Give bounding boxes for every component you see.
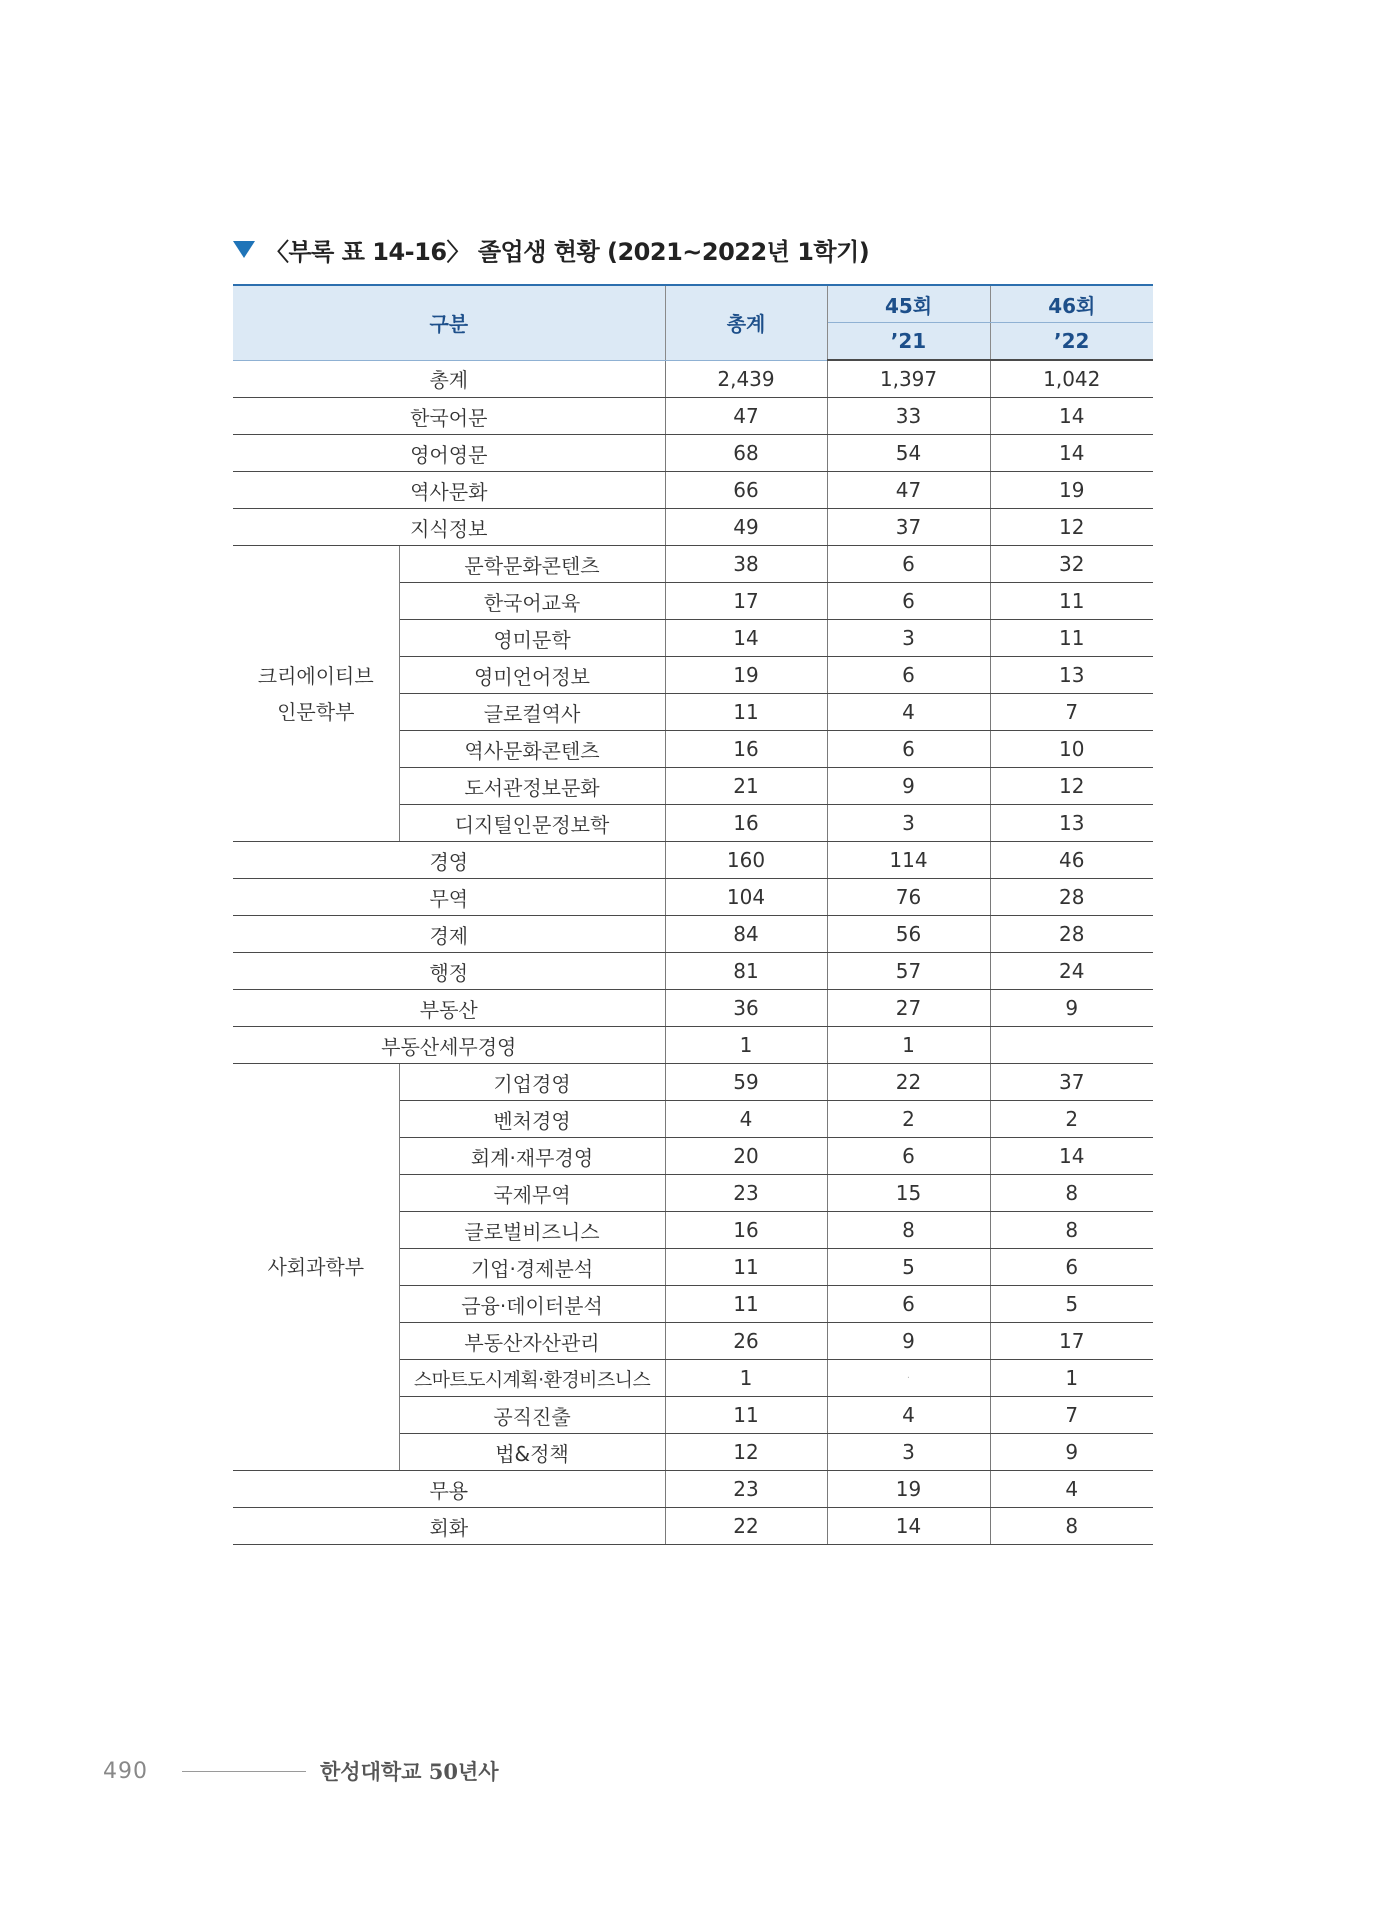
header-total: 총계: [665, 285, 827, 360]
cell-2021: 6: [827, 546, 990, 583]
cell-total: 36: [665, 990, 827, 1027]
header-session-45: 45회: [827, 285, 990, 323]
cell-total: 11: [665, 1286, 827, 1323]
table-row: [233, 879, 1153, 916]
cell-total: 11: [665, 1397, 827, 1434]
cell-2022: 13: [990, 805, 1153, 842]
cell-total: 81: [665, 953, 827, 990]
cell-total: 68: [665, 435, 827, 472]
cell-2022: 8: [990, 1508, 1153, 1545]
cell-total: 38: [665, 546, 827, 583]
row-label: 한국어문: [233, 398, 665, 435]
cell-2021: 4: [827, 1397, 990, 1434]
table-row: [233, 1471, 1153, 1508]
cell-2022: 9: [990, 1434, 1153, 1471]
header-year-22: ’22: [990, 323, 1153, 361]
page-footer: [103, 1756, 499, 1786]
row-label: 기업경영: [399, 1064, 665, 1101]
cell-2021: 9: [827, 1323, 990, 1360]
row-label: 영어영문: [233, 435, 665, 472]
cell-2022: 8: [990, 1212, 1153, 1249]
cell-total: 14: [665, 620, 827, 657]
cell-2021: 14: [827, 1508, 990, 1545]
cell-2021: 3: [827, 1434, 990, 1471]
cell-total: 20: [665, 1138, 827, 1175]
cell-2022: 32: [990, 546, 1153, 583]
table-row: [233, 1027, 1153, 1064]
graduates-table: [233, 284, 1153, 1545]
cell-total: 11: [665, 1249, 827, 1286]
cell-total: 19: [665, 657, 827, 694]
header-year-21: ’21: [827, 323, 990, 361]
row-label: 글로컬역사: [399, 694, 665, 731]
cell-2022: 14: [990, 398, 1153, 435]
cell-2022: 13: [990, 657, 1153, 694]
row-label: 벤처경영: [399, 1101, 665, 1138]
cell-2022: 9: [990, 990, 1153, 1027]
cell-total: 23: [665, 1471, 827, 1508]
cell-2022: 37: [990, 1064, 1153, 1101]
cell-total: 4: [665, 1101, 827, 1138]
table-row: [233, 435, 1153, 472]
cell-2021: 37: [827, 509, 990, 546]
row-label: 총계: [233, 360, 665, 398]
cell-2021: 1: [827, 1027, 990, 1064]
row-label: 한국어교육: [399, 583, 665, 620]
cell-2022: 46: [990, 842, 1153, 879]
row-label: 부동산세무경영: [233, 1027, 665, 1064]
cell-2021: 56: [827, 916, 990, 953]
cell-2022: 2: [990, 1101, 1153, 1138]
cell-2021: 3: [827, 805, 990, 842]
row-label: 경영: [233, 842, 665, 879]
cell-total: 16: [665, 805, 827, 842]
cell-2021: 6: [827, 1138, 990, 1175]
cell-2021: 6: [827, 583, 990, 620]
page-number: 490: [103, 1758, 148, 1784]
book-title: 한성대학교 50년사: [320, 1759, 499, 1784]
table-row: [233, 1064, 1153, 1101]
cell-2022: 24: [990, 953, 1153, 990]
table-row: [233, 360, 1153, 398]
table-title: [233, 232, 869, 267]
cell-2022: 28: [990, 879, 1153, 916]
cell-2021: 27: [827, 990, 990, 1027]
cell-total: 59: [665, 1064, 827, 1101]
cell-2022: 7: [990, 1397, 1153, 1434]
cell-2021: 22: [827, 1064, 990, 1101]
cell-2021: 15: [827, 1175, 990, 1212]
group-label: 사회과학부: [233, 1064, 399, 1471]
cell-total: 47: [665, 398, 827, 435]
cell-total: 84: [665, 916, 827, 953]
table-row: [233, 916, 1153, 953]
cell-2022: 12: [990, 509, 1153, 546]
footer-divider: [182, 1771, 306, 1772]
row-label: 부동산: [233, 990, 665, 1027]
cell-2022: 14: [990, 1138, 1153, 1175]
cell-total: 26: [665, 1323, 827, 1360]
cell-2021: 6: [827, 1286, 990, 1323]
cell-total: 1: [665, 1027, 827, 1064]
cell-total: 104: [665, 879, 827, 916]
table-row: [233, 546, 1153, 583]
cell-total: 1: [665, 1360, 827, 1397]
cell-2021: 3: [827, 620, 990, 657]
cell-total: 2,439: [665, 360, 827, 398]
row-label: 역사문화: [233, 472, 665, 509]
row-label: 회계·재무경영: [399, 1138, 665, 1175]
row-label: 회화: [233, 1508, 665, 1545]
cell-total: 21: [665, 768, 827, 805]
row-label: 영미언어정보: [399, 657, 665, 694]
cell-total: 22: [665, 1508, 827, 1545]
cell-2022: 4: [990, 1471, 1153, 1508]
row-label: 도서관정보문화: [399, 768, 665, 805]
row-label: 국제무역: [399, 1175, 665, 1212]
row-label: 공직진출: [399, 1397, 665, 1434]
cell-2022: 8: [990, 1175, 1153, 1212]
cell-2022: 5: [990, 1286, 1153, 1323]
row-label: 경제: [233, 916, 665, 953]
cell-2022: 14: [990, 435, 1153, 472]
row-label: 글로벌비즈니스: [399, 1212, 665, 1249]
header-category: 구분: [233, 285, 665, 360]
table-row: [233, 398, 1153, 435]
table-row: [233, 472, 1153, 509]
cell-total: 160: [665, 842, 827, 879]
row-label: 무역: [233, 879, 665, 916]
cell-2021: 47: [827, 472, 990, 509]
row-label: 문학문화콘텐츠: [399, 546, 665, 583]
table-row: [233, 1508, 1153, 1545]
cell-2022: 11: [990, 620, 1153, 657]
row-label: 스마트도시계획·환경비즈니스: [399, 1360, 665, 1397]
group-label: 크리에이티브 인문학부: [233, 546, 399, 842]
cell-2021: 54: [827, 435, 990, 472]
cell-2021: 114: [827, 842, 990, 879]
cell-total: 23: [665, 1175, 827, 1212]
cell-2022: 12: [990, 768, 1153, 805]
cell-2021: 57: [827, 953, 990, 990]
cell-total: 11: [665, 694, 827, 731]
row-label: 금융·데이터분석: [399, 1286, 665, 1323]
triangle-down-icon: [233, 241, 255, 258]
cell-2022: 6: [990, 1249, 1153, 1286]
cell-2021: 1,397: [827, 360, 990, 398]
cell-2021: 5: [827, 1249, 990, 1286]
cell-2021: 6: [827, 731, 990, 768]
row-label: 법&정책: [399, 1434, 665, 1471]
table-row: [233, 990, 1153, 1027]
row-label: 무용: [233, 1471, 665, 1508]
row-label: 행정: [233, 953, 665, 990]
row-label: 부동산자산관리: [399, 1323, 665, 1360]
cell-2022: 28: [990, 916, 1153, 953]
row-label: 역사문화콘텐츠: [399, 731, 665, 768]
row-label: 지식정보: [233, 509, 665, 546]
table-row: [233, 953, 1153, 990]
cell-total: 16: [665, 1212, 827, 1249]
cell-2021: 9: [827, 768, 990, 805]
cell-2021: 33: [827, 398, 990, 435]
cell-2022: [990, 1027, 1153, 1064]
cell-2021: ·: [827, 1360, 990, 1397]
cell-2021: 6: [827, 657, 990, 694]
table-row: [233, 509, 1153, 546]
cell-2021: 2: [827, 1101, 990, 1138]
cell-total: 17: [665, 583, 827, 620]
cell-2021: 19: [827, 1471, 990, 1508]
header-session-46: 46회: [990, 285, 1153, 323]
cell-2022: 7: [990, 694, 1153, 731]
cell-2021: 8: [827, 1212, 990, 1249]
cell-2022: 1: [990, 1360, 1153, 1397]
cell-2022: 10: [990, 731, 1153, 768]
cell-2022: 19: [990, 472, 1153, 509]
cell-total: 49: [665, 509, 827, 546]
cell-2021: 76: [827, 879, 990, 916]
cell-2022: 11: [990, 583, 1153, 620]
cell-total: 66: [665, 472, 827, 509]
row-label: 영미문학: [399, 620, 665, 657]
row-label: 기업·경제분석: [399, 1249, 665, 1286]
table-title-text: 〈부록 표 14-16〉 졸업생 현황 (2021~2022년 1학기): [265, 238, 870, 266]
row-label: 디지털인문정보학: [399, 805, 665, 842]
cell-2022: 1,042: [990, 360, 1153, 398]
cell-2021: 4: [827, 694, 990, 731]
cell-total: 16: [665, 731, 827, 768]
table-row: [233, 842, 1153, 879]
cell-2022: 17: [990, 1323, 1153, 1360]
cell-total: 12: [665, 1434, 827, 1471]
